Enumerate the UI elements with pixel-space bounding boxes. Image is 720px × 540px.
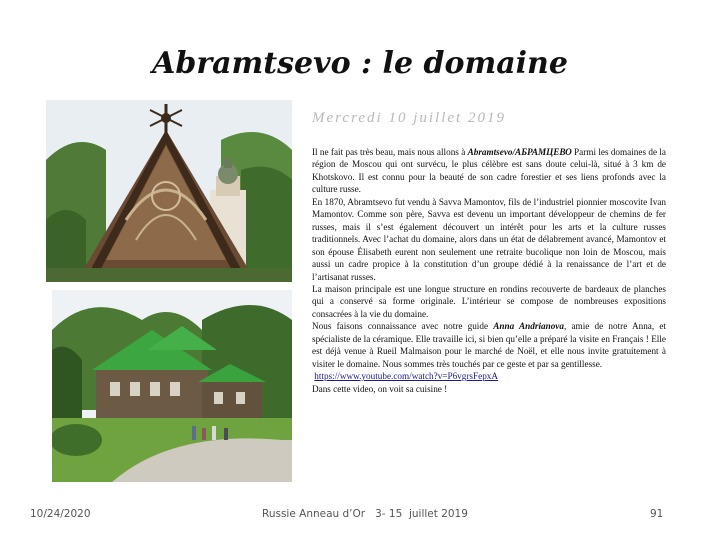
wooden-house-roof-photo <box>46 100 292 282</box>
main-house-paragraph: La maison principale est une longue structure en rondins recouverte de bardeaux de planches qui a conservé sa forme originale. L’intérieur se compose de nombreuses expositions consacrées à la vie du domaine. <box>312 283 666 319</box>
youtube-link[interactable]: https://www.youtube.com/watch?v=P6vgrsFepxA <box>314 371 499 382</box>
date-heading: Mercredi 10 juillet 2019 <box>312 110 506 126</box>
intro-paragraph <box>312 146 666 196</box>
main-house-photo <box>52 290 292 482</box>
place-name: Abramtsevo/АБРАМЦЕВО <box>467 147 572 157</box>
video-caption: Dans cette video, on voit sa cuisine ! <box>312 383 448 394</box>
guide-text-continued: , amie de notre Anna, et spécialiste de la céramique. Elle travaille ici, si bien qu’elle a préparé la visite en Français ! Elle est déjà venue à Rueil Malmaison pour le marché de Noël, et elle nous invite gratuitement à visiter le domaine. Nous sommes très touchés par ce geste et par sa gentillesse. <box>312 321 666 369</box>
guide-text: Nous faisons connaissance avec notre guide <box>312 321 494 332</box>
intro-text-continued: Parmi les domaines de la région de Moscou qui ont survécu, le plus célèbre est sans doute celui-là, situé à 3 km de Khotskovo. Il est connu pour la beauté de son cadre forestier et ses liens profonds avec la culture russe. <box>312 147 666 195</box>
footer-date: 10/24/2020 <box>30 508 91 520</box>
history-paragraph: En 1870, Abramtsevo fut vendu à Savva Mamontov, fils de l’industriel pionnier moscovite Ivan Mamontov. Comme son père, Savva est devenu un important développeur de chemins de fer russes, mais il s’est également découvert un intérêt pour les arts et la culture russes traditionnels. Avec l’achat du domaine, alors dans un état de délabrement avancé, Mamontov et son épouse Élisabeth eurent non seulement une retraite bucolique non loin de Moscou, mais aussi un cadre propice à la constitution d’un groupe dédié à la renaissance de l’art et de l’artisanat russes. <box>312 196 666 282</box>
intro-text: Il ne fait pas très beau, mais nous allons à <box>312 147 468 157</box>
guide-paragraph <box>312 320 666 370</box>
guide-name: Anna Andrianova <box>493 321 564 332</box>
footer-center-text: Russie Anneau d’Or 3- 15 juillet 2019 <box>262 508 468 520</box>
page-number: 91 <box>650 508 664 520</box>
body-text <box>312 146 666 395</box>
slide-title: Abramtsevo : le domaine <box>152 46 568 81</box>
link-paragraph <box>312 370 666 382</box>
